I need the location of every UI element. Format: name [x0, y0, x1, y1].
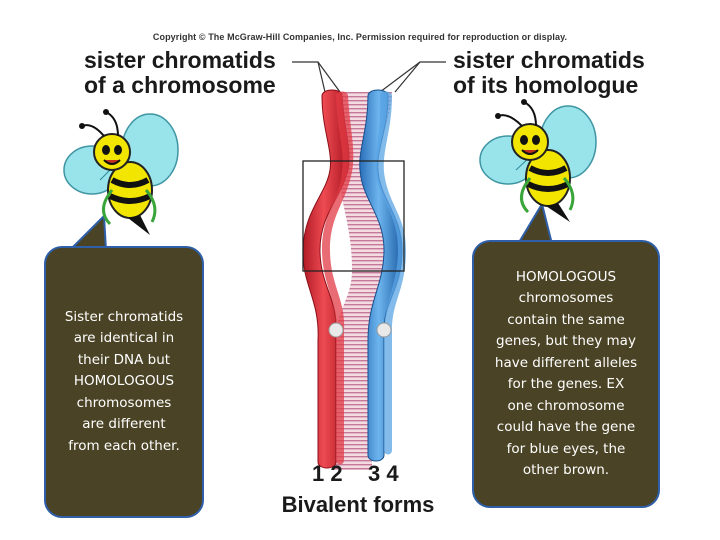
- chromatid-numbers-red: 1 2: [312, 461, 343, 486]
- heading-right-line1: sister chromatids: [453, 47, 645, 73]
- leader-line-left: [292, 62, 340, 92]
- bubble-pointer-right: [518, 204, 552, 244]
- bubble-right-line: have different alleles: [494, 354, 638, 371]
- bubble-left-line: their DNA but: [77, 351, 171, 368]
- bee-icon-right: [480, 99, 596, 222]
- bubble-left-line: HOMOLOGOUS: [73, 373, 175, 390]
- bubble-right-line: other brown.: [522, 462, 610, 478]
- heading-left-line1: sister chromatids: [84, 47, 276, 73]
- leader-lines: [292, 62, 446, 92]
- bubble-pointer-left: [70, 216, 106, 250]
- speech-bubble-right-text: [495, 267, 637, 482]
- leader-line-right-2: [395, 62, 420, 92]
- centromere-icon: [329, 323, 343, 337]
- centromere-icon: [377, 323, 391, 337]
- speech-bubble-left: [44, 246, 204, 518]
- chromatid-numbers-blue: 3 4: [368, 461, 399, 486]
- bubble-right-line: for blue eyes, the: [506, 440, 626, 457]
- bubble-right-line: one chromosome: [507, 397, 625, 414]
- diagram-caption: Bivalent forms: [281, 492, 435, 517]
- bubble-left-line: are different: [82, 416, 166, 433]
- bubble-right-line: for the genes. EX: [507, 376, 625, 392]
- speech-bubble-left-text: [65, 307, 183, 458]
- bubble-left-line: from each other.: [68, 437, 180, 454]
- bubble-right-line: chromosomes: [518, 290, 614, 306]
- bubble-left-line: Sister chromatids: [64, 308, 184, 325]
- leader-line-right: [380, 62, 446, 92]
- speech-bubble-right: [472, 240, 660, 508]
- bubble-right-line: contain the same: [507, 311, 625, 328]
- bubble-right-line: could have the gene: [496, 419, 636, 435]
- bubble-left-line: chromosomes: [76, 394, 172, 411]
- heading-left-line2: of a chromosome: [84, 72, 276, 98]
- copyright-notice: Copyright © The McGraw-Hill Companies, Inc. Permission required for reproduction or display.: [152, 32, 568, 42]
- bee-icon-left: [64, 109, 178, 235]
- heading-right-line2: of its homologue: [453, 72, 639, 98]
- bubble-right-line: HOMOLOGOUS: [515, 268, 617, 285]
- bubble-right-line: genes, but they may: [496, 333, 636, 349]
- bubble-left-line: are identical in: [73, 330, 175, 347]
